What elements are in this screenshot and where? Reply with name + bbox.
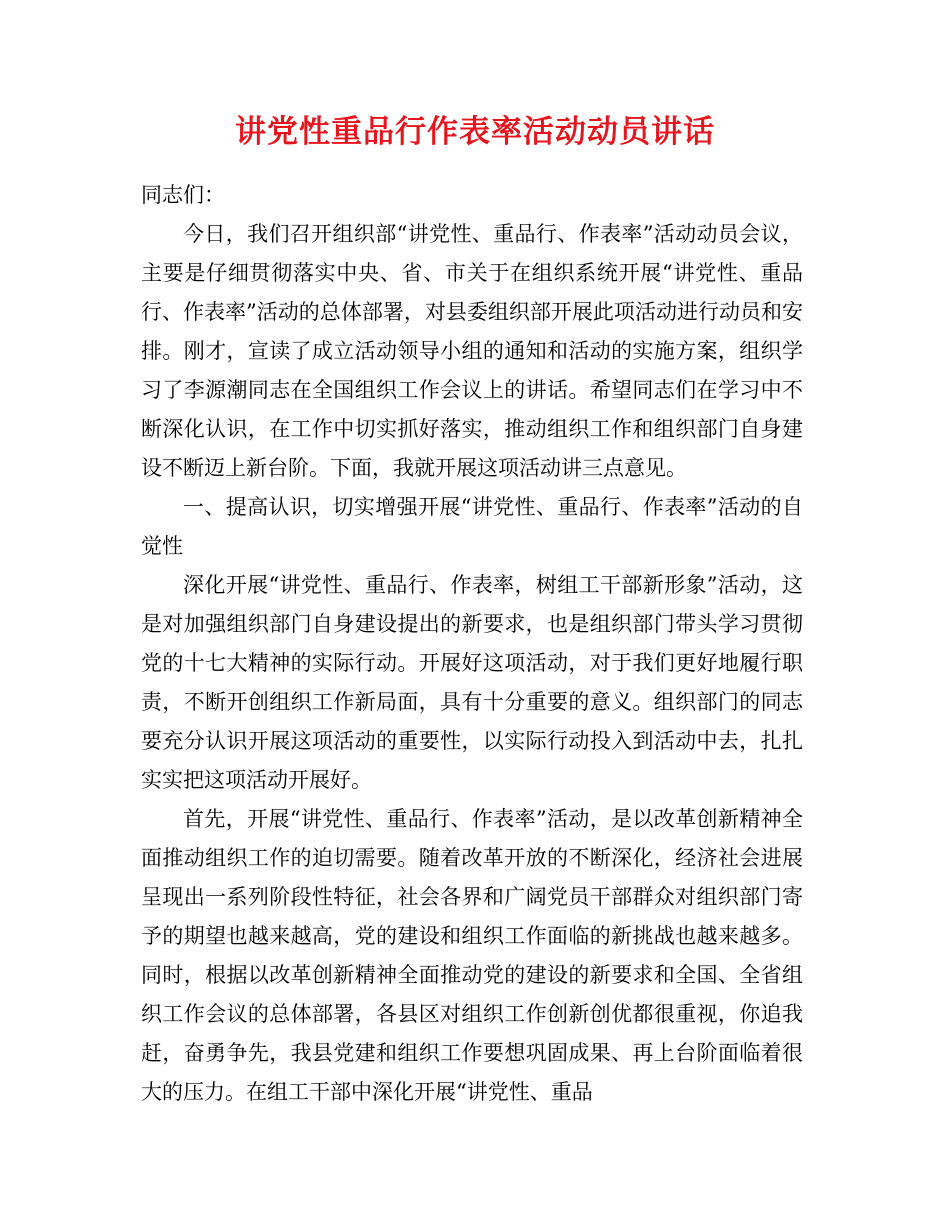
- document-body: [141, 176, 803, 1112]
- salutation: 同志们：: [141, 183, 225, 207]
- paragraph-significance: 深化开展“讲党性、重品行、作表率，树组工干部新形象”活动，这是对加强组织部门自身建设提出的新要求，也是组织部门带头学习贯彻党的十七大精神的实际行动。开展好这项活动，对于我们更好地履行职责，不断开创组织工作新局面，具有十分重要的意义。组织部门的同志要充分认识开展这项活动的重要性，以实际行动投入到活动中去，扎扎实实把这项活动开展好。: [141, 573, 803, 792]
- paragraph-opening: 今日，我们召开组织部“讲党性、重品行、作表率”活动动员会议，主要是仔细贯彻落实中央、省、市关于在组织系统开展“讲党性、重品行、作表率”活动的总体部署，对县委组织部开展此项活动进行动员和安排。刚才，宣读了成立活动领导小组的通知和活动的实施方案，组织学习了李源潮同志在全国组织工作会议上的讲话。希望同志们在学习中不断深化认识，在工作中切实抓好落实，推动组织工作和组织部门自身建设不断迈上新台阶。下面，我就开展这项活动讲三点意见。: [141, 222, 803, 480]
- document-title: 讲党性重品行作表率活动动员讲话: [235, 114, 715, 150]
- paragraph-first-reason: 首先，开展“讲党性、重品行、作表率”活动，是以改革创新精神全面推动组织工作的迫切需要。随着改革开放的不断深化，经济社会进展呈现出一系列阶段性特征，社会各界和广阔党员干部群众对组织部门寄予的期望也越来越高，党的建设和组织工作面临的新挑战也越来越多。同时，根据以改革创新精神全面推动党的建设的新要求和全国、全省组织工作会议的总体部署，各县区对组织工作创新创优都很重视，你追我赶，奋勇争先，我县党建和组织工作要想巩固成果、再上台阶面临着很大的压力。在组工干部中深化开展“讲党性、重品: [141, 807, 803, 1104]
- section-heading-1: 一、提高认识，切实增强开展“讲党性、重品行、作表率”活动的自觉性: [141, 495, 803, 558]
